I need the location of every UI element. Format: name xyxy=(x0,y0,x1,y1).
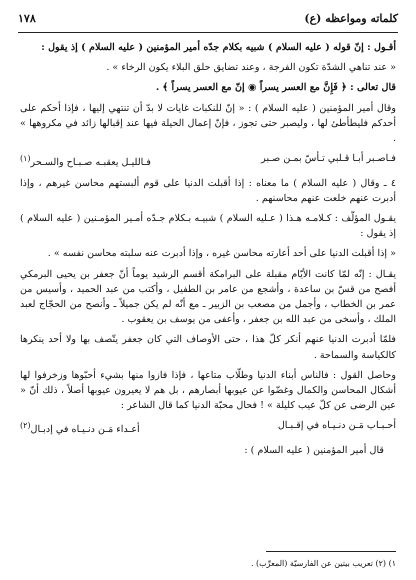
paragraph: فلمّا أدبرت الدنيا عنهم أنكر كلّ هذا ، حتى الأوصاف التي كان جعفر يتّصف بها ولا أحد ينكرها كالكياسة والسماحة . xyxy=(20,334,396,361)
footnote-rule xyxy=(266,551,396,552)
poem-verse xyxy=(20,151,396,170)
running-title: كلماته ومواعظه (ع) xyxy=(304,11,398,25)
footnote: ١) (٢) تعريب بيتين عن الفارسيّة (المعرِّب) . xyxy=(250,559,396,568)
paragraph: وحاصل القول : فالناس أبناء الدنيا وطلّاب متاعها ، فإذا فازوا منها بشيء أحبّوها وزخرفوا لها أشكال المحاسن والكمال وغضّوا عن عيوبها أبصارهم ، بل هم لا يعيرون عيوبها أصلاً ، ذلك أنّ « عين الرضى عن كلّ عيب كليلة » ! فحال محبّة الدنيا كما قال الشاعر : xyxy=(20,369,396,412)
paragraph: وقال أمير المؤمنين ( عليه السلام ) : « إنّ للنكبات غايات لا بدّ أن تنتهي إليها ، فإذا أحكم على أحدكم فليطأطئ لها ، وليصبر حتى تجوز ، فإنّ إعمال الحيلة فيها عند إقبالها زائد في مكروهها » . xyxy=(20,102,396,145)
footnote-marker: (١) xyxy=(20,154,31,164)
paragraph: يقـال : إنّه لمّا كانت الأيّام مقبلة على البرامكة أقسم الرشيد يوماً أنّ جعفر بن يحيى البرمكي أفصح من قسّ بن ساعدة ، وأشجع من عامر بن الطفيل ، وأكتب من عبد الحميد ، وأسيس من عمر بن الخطاب ، وأجمل من مصعب بن الزبير ـ مع أنّه لم يكن جميلاً ـ وأنصح من الحجّاج لعبد الملك ، وأسخى من عبد الله بن جعفر ، وأعفى من يوسف بن يعقوب . xyxy=(20,268,396,326)
poem-hemistich-left: أعـداء مَـن دنـيـاه في إدبـال xyxy=(30,424,140,436)
poem-hemistich-right: فـاصـبر أبـا قـلبي تـأسّ بمـن صـبر xyxy=(261,153,396,165)
paragraph: « إذا أقبلت الدنيا على أحد أعارته محاسن غيره ، وإذا أدبرت عنه سلبته محاسن نفسه » . xyxy=(47,248,396,260)
header-rule xyxy=(18,32,398,33)
poem-hemistich-right: أحـبـاب مَـن دنـيـاه في إقـبـال xyxy=(277,420,396,432)
page-header xyxy=(18,8,398,28)
poem-verse xyxy=(20,418,396,437)
paragraph: ٤ ـ وقال ( عليه السلام ) ما معناه : إذا أقبلت الدنيا على قوم ألبستهم محاسن غيرهم ، وإذا أدبرت عنهم خلعت عنهم محاسنهم . xyxy=(20,177,396,204)
footnote-marker: (٢) xyxy=(20,421,31,431)
paragraph: قال أمير المؤمنين ( عليه السلام ) : xyxy=(244,444,384,456)
quran-verse: قال تعالى : ﴿ فَإِنَّ مع العسر يسراً ◉ إنّ مع العسر يسراً ﴾ . xyxy=(155,82,396,94)
page-body xyxy=(20,40,396,463)
paragraph: « عند تناهي الشدّة تكون الفرجة ، وعند تضايق حلق البلاء يكون الرخاء » . xyxy=(106,62,396,74)
paragraph: أقـول : إنّ قوله ( عليه السلام ) شبيه بكلام جدّه أمير المؤمنين ( عليه السلام ) إذ يقول : xyxy=(41,42,396,53)
page-number: ١٧٨ xyxy=(18,11,36,25)
poem-hemistich-left: فـالليـل يعقبـه صـبـاح والسـحر xyxy=(30,157,151,169)
paragraph: يقـول المؤلّف : كـلامـه هـذا ( عـليه السلام ) شبيـه بـكلام جـدّه أمـير المؤمـنين ( عليه السلام ) إذ يقول : xyxy=(20,213,396,240)
